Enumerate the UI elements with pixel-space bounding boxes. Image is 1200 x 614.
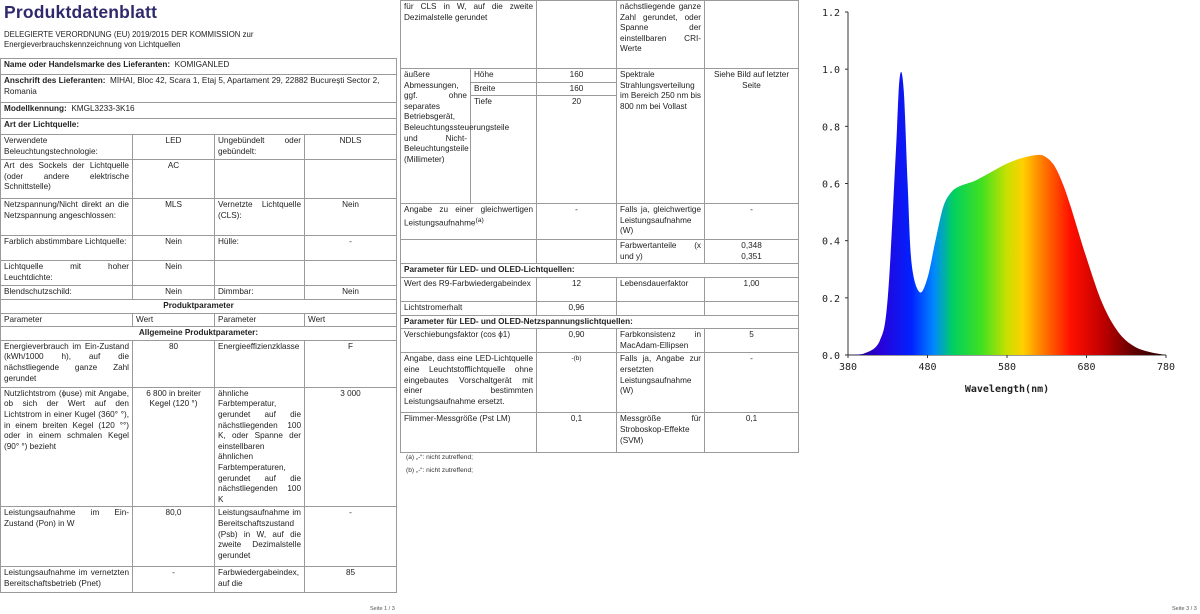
table-row: Angabe zu einer gleichwertigen Leistungsaufnahme$^{(a)}$ - Falls ja, gleichwertige Leistungsaufnahme (W) -	[401, 204, 799, 240]
y-tick-label: 0.2	[821, 293, 840, 305]
table-row: Blendschutzschild: Nein Dimmbar: Nein	[1, 286, 397, 300]
table-row: Nutzlichtstrom (ϕuse) mit Angabe, ob sich der Wert auf den Lichtstrom in einer Kugel (360° °), in einem breiten Kegel (120 °°) oder in einem schmalen Kegel (90° °) bezieht 6 800 in breiter Kegel (120 °) ähnliche Farbtemperatur, gerundet auf die nächstliegenden 100 K, oder Spanne der einstellbaren ähnlichen Farbtemperaturen, gerundet auf die nächstliegenden 100 K 3 000	[1, 387, 397, 507]
datasheet-page-1	[0, 0, 398, 614]
x-tick-label: 680	[1077, 362, 1096, 373]
spectrum-area	[848, 72, 1166, 355]
y-tick-label: 0.0	[821, 351, 840, 362]
general-parameters-heading: Allgemeine Produktparameter:	[1, 327, 397, 341]
table-row: Farbwertanteile (x und y) 0,348 0,351	[401, 240, 799, 264]
light-source-type-heading: Art der Lichtquelle:	[1, 119, 397, 135]
y-tick-label: 0.8	[821, 122, 840, 134]
led-oled-heading: Parameter für LED- und OLED-Lichtquellen:	[401, 264, 799, 278]
x-tick-label: 380	[838, 362, 858, 373]
table-row: Lichtstromerhalt 0,96	[401, 301, 799, 315]
page-number: Seite 3 / 3	[1172, 606, 1197, 612]
table-row: äußere Abmessungen, ggf. ohne separates Betriebsgerät, Beleuchtungssteuerungsteile und Nicht-Beleuchtungsteile (Millimeter) Höhe 160 Spektrale Strahlungsverteilung im Bereich 250 nm bis 800 nm bei Vollast Siehe Bild auf letzter Seite	[401, 69, 799, 83]
spectral-distribution-chart	[800, 0, 1200, 400]
product-parameters-heading: Produktparameter	[1, 300, 397, 314]
page-title: Produktdatenblatt	[4, 2, 158, 22]
table-row: Leistungsaufnahme im vernetzten Bereitschaftsbetrieb (Pnet) - Farbwiedergabeindex, auf die 85	[1, 567, 397, 593]
table-row: Art des Sockels der Lichtquelle (oder andere elektrische Schnittstelle) AC	[1, 160, 397, 199]
table-header-row: Parameter Wert Parameter Wert	[1, 313, 397, 327]
footnote-b: (b) „-“: nicht zutreffend;	[406, 467, 473, 474]
x-axis-title: Wavelength(nm)	[964, 384, 1050, 395]
product-datasheet-table	[0, 58, 397, 593]
x-tick-label: 780	[1156, 362, 1176, 373]
footnote-a: (a) „-“: nicht zutreffend;	[406, 454, 473, 461]
product-datasheet-table-cont	[400, 0, 799, 453]
y-tick-label: 0.6	[821, 179, 840, 191]
table-row: Verwendete Beleuchtungstechnologie: LED Ungebündelt oder gebündelt: NDLS	[1, 135, 397, 160]
table-row: Lichtquelle mit hoher Leuchtdichte: Nein	[1, 261, 397, 286]
table-row: Verschiebungsfaktor (cos ϕ1) 0,90 Farbkonsistenz in MacAdam-Ellipsen 5	[401, 329, 799, 353]
table-row: Angabe, dass eine LED-Lichtquelle eine Leuchtstofflichtquelle ohne eingebautes Vorschaltgerät mit einer bestimmten Leistungsaufnahme ersetzt. -(b) Falls ja, Angabe zur ersetzten Leistungsaufnahme (W) -	[401, 353, 799, 413]
x-tick-label: 580	[997, 362, 1017, 373]
datasheet-page-2	[400, 0, 800, 614]
equiv-power-label: Angabe zu einer gleichwertigen Leistungsaufnahme$^{(a)}$	[401, 204, 537, 240]
y-tick-label: 0.4	[821, 236, 840, 248]
y-tick-label: 1.2	[821, 8, 840, 19]
x-tick-label: 480	[918, 362, 937, 373]
model-row: Modellkennung: KMGL3233-3K16	[1, 103, 397, 119]
table-row: Flimmer-Messgröße (Pst LM) 0,1 Messgröße für Stroboskop-Effekte (SVM) 0,1	[401, 413, 799, 453]
supplier-name-row: Name oder Handelsmarke des Lieferanten: KOMIGANLED	[1, 59, 397, 75]
table-row: Tiefe 20	[401, 96, 799, 204]
regulation-text: DELEGIERTE VERORDNUNG (EU) 2019/2015 DER KOMMISSION zur Energieverbrauchskennzeichnung von Lichtquellen	[4, 30, 254, 49]
supplier-address-row: Anschrift des Lieferanten: MIHAI, Bloc 42, Scara 1, Etaj 5, Apartament 29, 22882 București Sector 2, Romania	[1, 75, 397, 103]
table-row: Breite 160	[401, 82, 799, 96]
table-row: Netzspannung/Nicht direkt an die Netzspannung angeschlossen: MLS Vernetzte Lichtquelle (CLS): Nein	[1, 199, 397, 236]
y-tick-label: 1.0	[821, 65, 840, 77]
datasheet-page-3	[800, 0, 1200, 614]
table-row: Farblich abstimmbare Lichtquelle: Nein Hülle: -	[1, 236, 397, 261]
table-row: Wert des R9-Farbwiedergabeindex 12 Lebensdauerfaktor 1,00	[401, 277, 799, 301]
table-row: Energieverbrauch im Ein-Zustand (kWh/1000 h), auf die nächstliegende ganze Zahl gerundet 80 Energieeffizienzklasse F	[1, 340, 397, 387]
table-row: für CLS in W, auf die zweite Dezimalstelle gerundet nächstliegende ganze Zahl gerundet, oder Spanne der einstellbaren CRI-Werte	[401, 1, 799, 69]
page-number: Seite 1 / 3	[370, 606, 395, 612]
mains-heading: Parameter für LED- und OLED-Netzspannungslichtquellen:	[401, 315, 799, 329]
table-row: Leistungsaufnahme im Ein-Zustand (Pon) in W 80,0 Leistungsaufnahme im Bereitschaftszustand (Psb) in W, auf die zweite Dezimalstelle gerundet -	[1, 507, 397, 567]
